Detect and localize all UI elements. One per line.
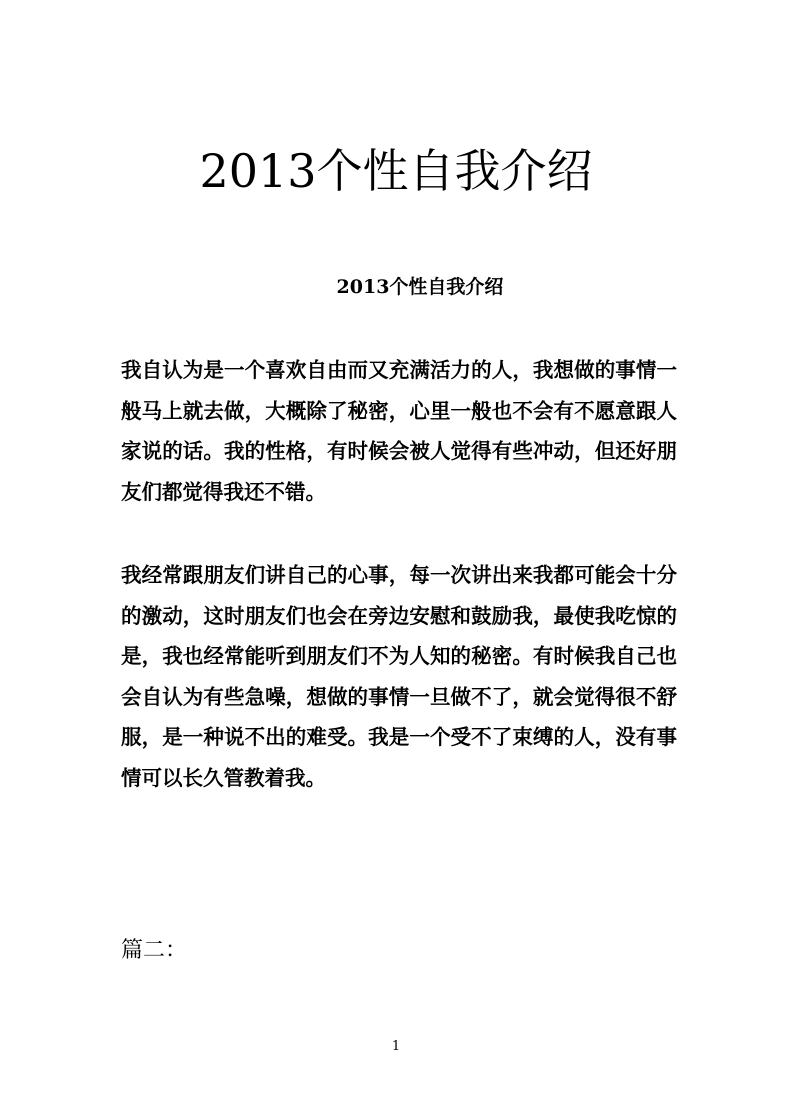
- section-label: 篇二：: [121, 938, 188, 963]
- document-subtitle: 2013个性自我介绍: [336, 276, 504, 298]
- document-title: 2013个性自我介绍: [199, 144, 593, 198]
- body-paragraph-2: 我经常跟朋友们讲自己的心事，每一次讲出来我都可能会十分的激动，这时朋友们也会在旁边安慰和鼓励我，最使我吃惊的是，我也经常能听到朋友们不为人知的秘密。有时候我自己也会自认为有些急噪，想做的事情一旦做不了，就会觉得很不舒服，是一种说不出的难受。我是一个受不了束缚的人，没有事情可以长久管教着我。: [121, 563, 677, 790]
- body-paragraph-1: 我自认为是一个喜欢自由而又充满活力的人，我想做的事情一般马上就去做，大概除了秘密，心里一般也不会有不愿意跟人家说的话。我的性格，有时候会被人觉得有些冲动，但还好朋友们都觉得我还不错。: [121, 358, 677, 504]
- page-number: 1: [391, 1039, 401, 1054]
